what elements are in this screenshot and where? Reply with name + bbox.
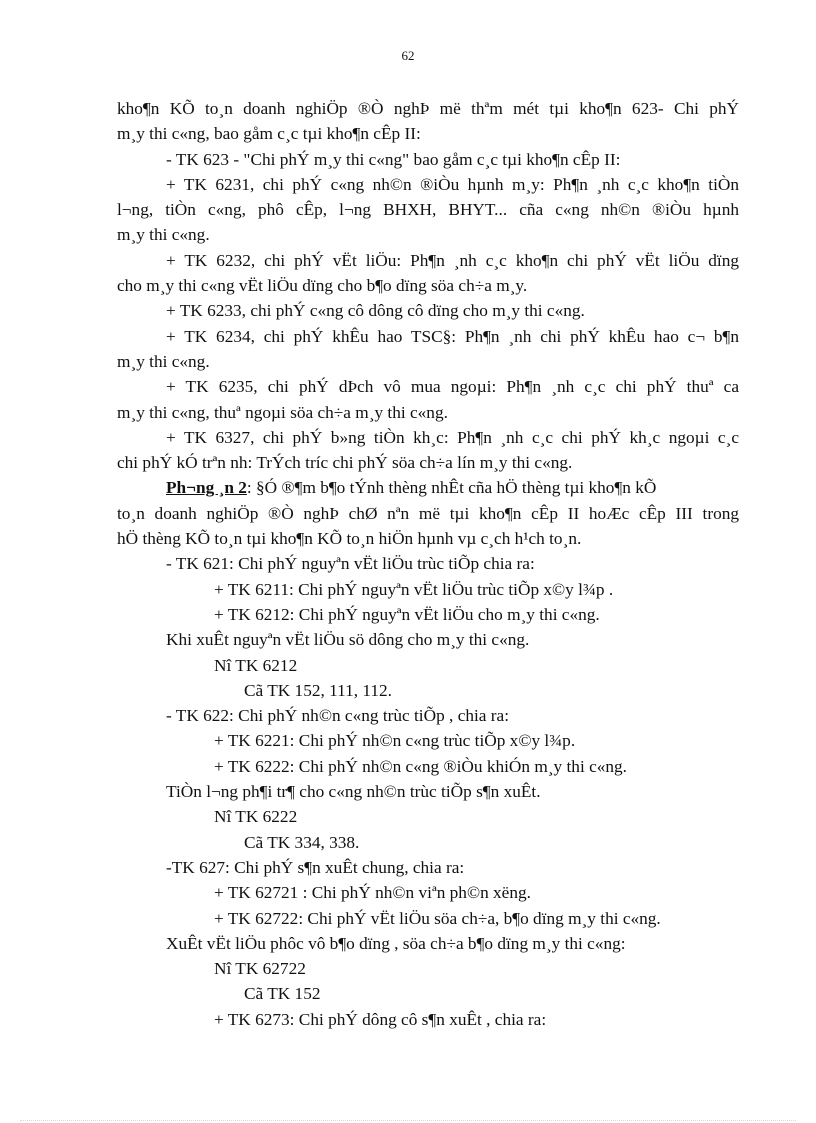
text-line: Cã TK 152, 111, 112. — [244, 680, 393, 700]
text-line: - TK 623 - "Chi phÝ m¸y thi c«ng" bao gåm c¸c tµi kho¶n cÊp II: — [166, 149, 621, 169]
text-line: TiÒn l¬ng ph¶i tr¶ cho c«ng nh©n trùc tiÕp s¶n xuÊt. — [166, 782, 541, 802]
text-line: XuÊt vËt liÖu phôc vô b¶o dïng , söa ch÷a b¶o dïng m¸y thi c«ng: — [166, 933, 626, 953]
text-line: to¸n doanh nghiÖp ®Ò nghÞ chØ nªn më tµi kho¶n cÊp II hoÆc cÊp III trong — [117, 503, 739, 523]
text-line: -TK 627: Chi phÝ s¶n xuÊt chung, chia ra: — [166, 857, 465, 877]
text-line: + TK 6212: Chi phÝ nguyªn vËt liÖu cho m¸y thi c«ng. — [214, 604, 600, 624]
text-line: + TK 6211: Chi phÝ nguyªn vËt liÖu trùc tiÕp x©y l¾p . — [214, 579, 614, 599]
phuong-an-text: : §Ó ®¶m b¶o tÝnh thèng nhÊt cña hÖ thèng tµi kho¶n kÕ — [246, 478, 657, 498]
text-line: kho¶n KÕ to¸n doanh nghiÖp ®Ò nghÞ më thªm mét tµi kho¶n 623- Chi phÝ — [117, 99, 739, 118]
text-line: Nî TK 6212 — [214, 655, 298, 675]
text-line: chi phÝ kÓ trªn nh: TrÝch tríc chi phÝ söa ch÷a lín m¸y thi c«ng. — [117, 453, 573, 473]
text-line: + TK 6232, chi phÝ vËt liÖu: Ph¶n ¸nh c¸c kho¶n chi phÝ vËt liÖu dïng — [166, 250, 739, 270]
text-line: - TK 622: Chi phÝ nh©n c«ng trùc tiÕp , chia ra: — [166, 706, 510, 726]
text-line: Nî TK 62722 — [214, 959, 306, 979]
text-line: + TK 6235, chi phÝ dÞch vô mua ngoµi: Ph¶n ¸nh c¸c chi phÝ thuª ca — [166, 377, 739, 397]
text-line: m¸y thi c«ng, bao gåm c¸c tµi kho¶n cÊp II: — [117, 124, 421, 144]
text-line: Khi xuÊt nguyªn vËt liÖu sö dông cho m¸y thi c«ng. — [166, 630, 530, 650]
text-line: + TK 6273: Chi phÝ dông cô s¶n xuÊt , chia ra: — [214, 1009, 547, 1029]
text-line: + TK 6221: Chi phÝ nh©n c«ng trùc tiÕp x©y l¾p. — [214, 731, 576, 751]
text-line: + TK 6233, chi phÝ c«ng cô dông cô dïng cho m¸y thi c«ng. — [166, 301, 585, 321]
text-line: + TK 6327, chi phÝ b»ng tiÒn kh¸c: Ph¶n ¸nh c¸c chi phÝ kh¸c ngoµi c¸c — [166, 427, 739, 447]
text-line: + TK 6222: Chi phÝ nh©n c«ng ®iÒu khiÓn m¸y thi c«ng. — [214, 756, 627, 776]
text-line: + TK 62722: Chi phÝ vËt liÖu söa ch÷a, b¶o dïng m¸y thi c«ng. — [214, 908, 661, 928]
page-bottom-divider — [20, 1120, 796, 1121]
text-line: Cã TK 334, 338. — [244, 832, 360, 852]
text-line: + TK 62721 : Chi phÝ nh©n viªn ph©n xëng. — [214, 883, 531, 903]
page-number: 62 — [401, 48, 415, 63]
phuong-an-heading: Ph¬ng ¸n 2 — [166, 478, 247, 498]
phuong-an-2-paragraph — [117, 475, 739, 500]
text-line: hÖ thèng KÕ to¸n tµi kho¶n KÕ to¸n hiÖn hµnh vµ c¸ch h¹ch to¸n. — [117, 529, 582, 549]
text-line: l¬ng, tiÒn c«ng, phô cÊp, l¬ng BHXH, BHYT... cña c«ng nh©n ®iÒu hµnh — [117, 200, 739, 220]
document-body — [117, 96, 739, 1032]
text-line: Cã TK 152 — [244, 984, 321, 1004]
text-line: m¸y thi c«ng, thuª ngoµi söa ch÷a m¸y thi c«ng. — [117, 402, 448, 422]
text-line: cho m¸y thi c«ng vËt liÖu dïng cho b¶o dïng söa ch÷a m¸y. — [117, 276, 528, 296]
text-line: m¸y thi c«ng. — [117, 225, 210, 245]
text-line: m¸y thi c«ng. — [117, 351, 210, 371]
text-line: - TK 621: Chi phÝ nguyªn vËt liÖu trùc tiÕp chia ra: — [166, 554, 535, 574]
text-line: Nî TK 6222 — [214, 807, 298, 827]
text-line: + TK 6234, chi phÝ khÊu hao TSC§: Ph¶n ¸nh chi phÝ khÊu hao c¬ b¶n — [166, 326, 739, 346]
text-line: + TK 6231, chi phÝ c«ng nh©n ®iÒu hµnh m¸y: Ph¶n ¸nh c¸c kho¶n tiÒn — [166, 174, 739, 194]
